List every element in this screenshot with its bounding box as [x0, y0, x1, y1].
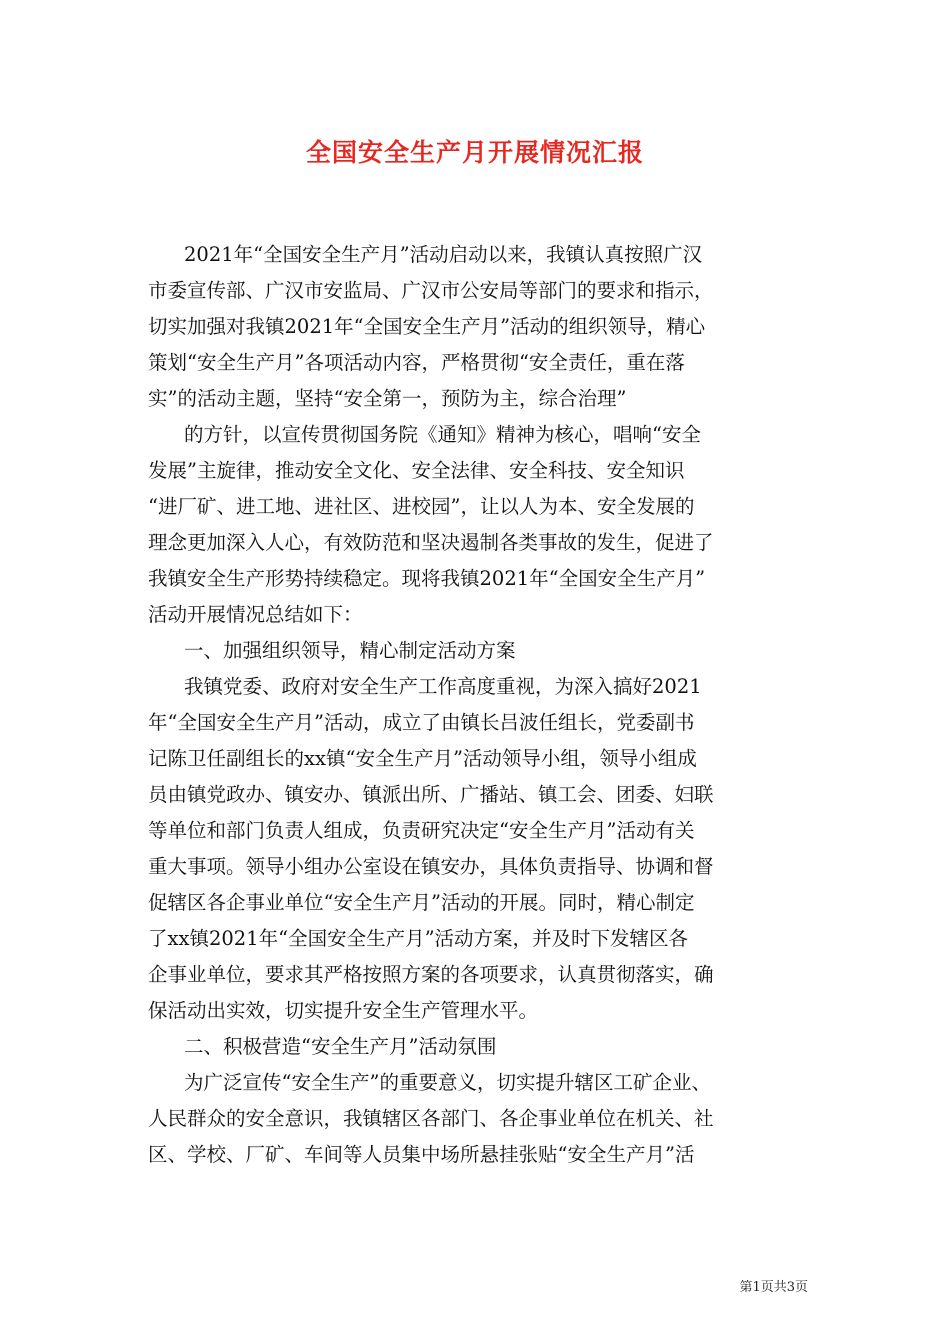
paragraph-line: 我镇安全生产形势持续稳定。现将我镇2021年“全国安全生产月” — [148, 567, 706, 590]
paragraph-line: 年“全国安全生产月”活动，成立了由镇长吕波任组长，党委副书 — [148, 711, 695, 734]
paragraph-line: 的方针，以宣传贯彻国务院《通知》精神为核心，唱响“安全 — [184, 423, 701, 446]
paragraph-line: 记陈卫任副组长的xx镇“安全生产月”活动领导小组，领导小组成 — [148, 747, 697, 770]
paragraph-line: 区、学校、厂矿、车间等人员集中场所悬挂张贴“安全生产月”活 — [148, 1143, 695, 1166]
paragraph-line: 活动开展情况总结如下： — [148, 603, 363, 626]
paragraph-line: 为广泛宣传“安全生产”的重要意义，切实提升辖区工矿企业、 — [184, 1071, 711, 1094]
paragraph-line: 策划“安全生产月”各项活动内容，严格贯彻“安全责任，重在落 — [148, 351, 685, 374]
paragraph-line: 我镇党委、政府对安全生产工作高度重视，为深入搞好2021 — [184, 675, 702, 698]
paragraph-line: 促辖区各企事业单位“安全生产月”活动的开展。同时，精心制定 — [148, 891, 695, 914]
paragraph-line: 实”的活动主题，坚持“安全第一，预防为主，综合治理” — [148, 387, 627, 410]
paragraph-line: 切实加强对我镇2021年“全国安全生产月”活动的组织领导，精心 — [148, 315, 706, 338]
section-heading: 一、加强组织领导，精心制定活动方案 — [184, 639, 516, 662]
paragraph-line: 发展”主旋律，推动安全文化、安全法律、安全科技、安全知识 — [148, 459, 685, 482]
document-title: 全国安全生产月开展情况汇报 — [305, 138, 644, 167]
paragraph-line: 重大事项。领导小组办公室设在镇安办，具体负责指导、协调和督 — [148, 855, 714, 878]
paragraph-line: “进厂矿、进工地、进社区、进校园”，让以人为本、安全发展的 — [148, 495, 695, 518]
paragraph-line: 2021年“全国安全生产月”活动启动以来，我镇认真按照广汉 — [184, 243, 703, 266]
paragraph-line: 理念更加深入人心，有效防范和坚决遏制各类事故的发生，促进了 — [148, 531, 714, 554]
page-number: 第1页共3页 — [739, 1280, 808, 1295]
paragraph-line: 保活动出实效，切实提升安全生产管理水平。 — [148, 999, 539, 1022]
paragraph-line: 等单位和部门负责人组成，负责研究决定“安全生产月”活动有关 — [148, 819, 695, 842]
paragraph-line: 员由镇党政办、镇安办、镇派出所、广播站、镇工会、团委、妇联 — [148, 783, 714, 806]
paragraph-line: 企事业单位，要求其严格按照方案的各项要求，认真贯彻落实，确 — [148, 963, 714, 986]
section-heading: 二、积极营造“安全生产月”活动氛围 — [184, 1035, 497, 1058]
paragraph-line: 了xx镇2021年“全国安全生产月”活动方案，并及时下发辖区各 — [148, 927, 689, 950]
paragraph-line: 人民群众的安全意识，我镇辖区各部门、各企事业单位在机关、社 — [148, 1107, 714, 1130]
paragraph-line: 市委宣传部、广汉市安监局、广汉市公安局等部门的要求和指示， — [148, 279, 714, 302]
